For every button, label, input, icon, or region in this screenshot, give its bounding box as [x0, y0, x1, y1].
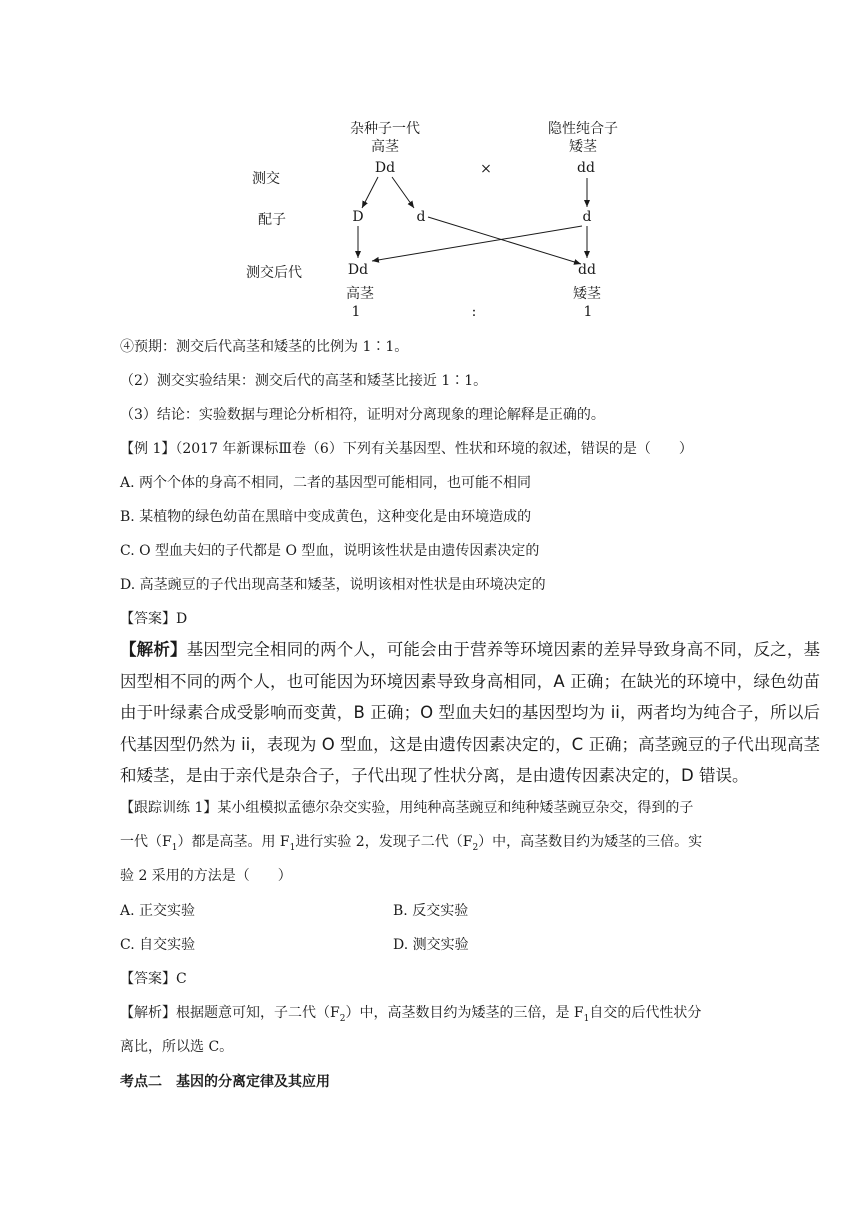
example-1-option-a: A. 两个个体的身高不相同，二者的基因型可能相同，也可能不相同: [120, 475, 532, 491]
gamete-d-right: d: [582, 209, 592, 225]
training-1-analysis-line-1: [120, 1003, 701, 1029]
training-1-option-a: A. 正交实验: [120, 903, 196, 919]
left-parent-phenotype: 高茎: [371, 139, 399, 155]
training-1-question-line-3: 验 2 采用的方法是（ ）: [120, 868, 292, 884]
training-1-option-d: D. 测交实验: [393, 937, 469, 953]
result-line: （2）测交实验结果：测交后代的高茎和矮茎比接近 1∶1。: [120, 373, 488, 389]
training-tag: 【跟踪训练 1】: [120, 800, 218, 816]
example-1-option-d: D. 高茎豌豆的子代出现高茎和矮茎，说明该相对性状是由环境决定的: [120, 577, 546, 593]
example-1-option-b: B. 某植物的绿色幼苗在黑暗中变成黄色，这种变化是由环境造成的: [120, 509, 532, 525]
training-text-a: 某小组模拟孟德尔杂交实验，用纯种高茎豌豆和纯种矮茎豌豆杂交，得到的子: [217, 800, 694, 816]
right-parent-title: 隐性纯合子: [548, 121, 618, 137]
ratio-left: 1: [351, 304, 361, 320]
training-text-b2: ）都是高茎。用 F: [177, 834, 290, 850]
analysis-text-a3: 自交的后代性状分: [589, 1005, 702, 1021]
row-label-gamete: 配子: [258, 212, 286, 228]
subscript: 2: [339, 1013, 346, 1024]
subscript: 1: [289, 842, 296, 853]
analysis-tag: 【解析】: [120, 640, 187, 659]
right-parent-phenotype: 矮茎: [569, 139, 597, 155]
analysis-body: 基因型完全相同的两个人，可能会由于营养等环境因素的差异导致身高不同，反之，基因型相不同的两个人，也可能因为环境因素导致身高相同，A 正确；在缺光的环境中，绿色幼苗由于叶绿素合成受影响而变黄，B 正确；O 型血夫妇的基因型均为 ii，两者均为纯合子，所以后代基因型仍然为 ii，表现为 O 型血，这是由遗传因素决定的，C 正确；高茎豌豆的子代出现高茎和矮茎，是由于亲代是杂合子，子代出现了性状分离，是由遗传因素决定的，D 错误。: [120, 640, 821, 785]
parent-genotype-left: Dd: [374, 160, 396, 176]
cross-sign: ×: [480, 161, 492, 177]
subscript: 2: [472, 842, 479, 853]
offspring-genotype-left: Dd: [347, 262, 369, 278]
training-1-question-line-1: [120, 798, 693, 818]
subscript: 1: [583, 1013, 590, 1024]
training-1-question-line-2: [120, 832, 702, 858]
gamete-D: D: [352, 209, 364, 225]
row-label-testcross: 测交: [252, 171, 280, 187]
analysis-text-a2: ）中，高茎数目约为矮茎的三倍，是 F: [345, 1005, 584, 1021]
training-text-b1: 一代（F: [120, 834, 172, 850]
offspring-genotype-right: dd: [578, 262, 596, 278]
training-text-b4: ）中，高茎数目约为矮茎的三倍。实: [478, 834, 703, 850]
training-text-b3: 进行实验 2，发现子二代（F: [295, 834, 473, 850]
example-1-question: 【例 1】（2017 年新课标Ⅲ卷（6）下列有关基因型、性状和环境的叙述，错误的是（ ）: [120, 441, 693, 457]
offspring-phenotype-left: 高茎: [346, 286, 374, 302]
example-1-option-c: C. O 型血夫妇的子代都是 O 型血，说明该性状是由遗传因素决定的: [120, 543, 540, 559]
training-1-answer: 【答案】C: [120, 971, 187, 987]
prediction-line: ④预期：测交后代高茎和矮茎的比例为 1∶1。: [120, 339, 409, 355]
offspring-phenotype-right: 矮茎: [573, 286, 601, 302]
testcross-diagram: [0, 0, 860, 330]
ratio-colon: :: [471, 304, 477, 320]
gamete-d-left: d: [416, 209, 426, 225]
parent-genotype-right: dd: [577, 160, 595, 176]
row-label-offspring: 测交后代: [246, 265, 302, 281]
ratio-right: 1: [583, 304, 593, 320]
conclusion-line: （3）结论：实验数据与理论分析相符，证明对分离现象的理论解释是正确的。: [120, 407, 605, 423]
left-parent-title: 杂种子一代: [350, 121, 420, 137]
training-1-option-b: B. 反交实验: [393, 903, 469, 919]
example-1-answer: 【答案】D: [120, 611, 188, 627]
training-1-analysis-line-2: 离比，所以选 C。: [120, 1039, 234, 1055]
analysis-tag: 【解析】: [120, 1005, 176, 1021]
training-1-option-c: C. 自交实验: [120, 937, 196, 953]
section-heading: 考点二 基因的分离定律及其应用: [120, 1074, 330, 1090]
analysis-text-a1: 根据题意可知，子二代（F: [176, 1005, 340, 1021]
subscript: 1: [171, 842, 178, 853]
example-1-analysis: [120, 634, 820, 792]
